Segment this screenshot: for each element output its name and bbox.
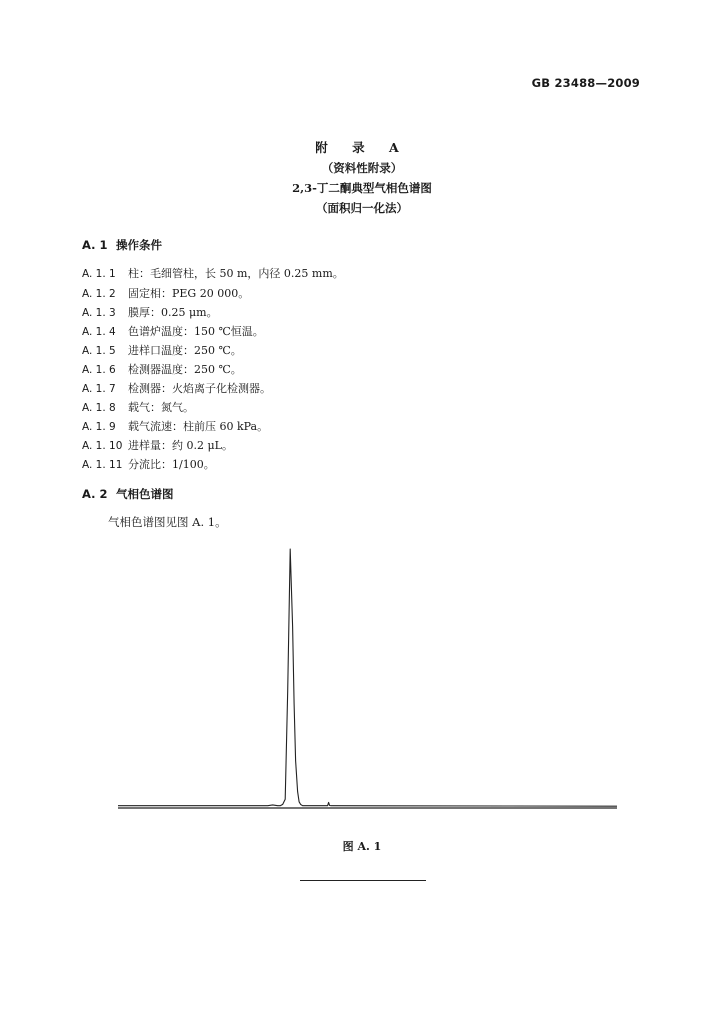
condition-item: [82, 418, 268, 434]
section-heading-a1: [82, 237, 162, 253]
item-number: A. 1. 1: [82, 268, 116, 280]
section-title: 气相色谱图: [116, 487, 174, 501]
item-text: 检测器：火焰离子化检测器。: [128, 382, 271, 395]
item-number: A. 1. 6: [82, 364, 116, 376]
condition-item: [82, 456, 215, 472]
condition-item: [82, 304, 218, 320]
section-number: A. 2: [82, 487, 108, 501]
item-text: 检测器温度：250 ℃。: [128, 363, 242, 376]
item-number: A. 1. 10: [82, 440, 123, 452]
section-number: A. 1: [82, 238, 108, 252]
item-text: 柱：毛细管柱，长 50 m，内径 0.25 mm。: [128, 267, 344, 280]
item-number: A. 1. 8: [82, 402, 116, 414]
item-text: 进样口温度：250 ℃。: [128, 344, 242, 357]
section-heading-a2: [82, 486, 174, 502]
condition-item: [82, 323, 264, 339]
item-number: A. 1. 11: [82, 459, 123, 471]
item-text: 进样量：约 0.2 μL。: [128, 439, 233, 452]
appendix-note: （资料性附录）: [321, 161, 403, 175]
condition-item: [82, 380, 271, 396]
item-number: A. 1. 9: [82, 421, 116, 433]
condition-item: [82, 285, 249, 301]
item-text: 载气流速：柱前压 60 kPa。: [128, 420, 269, 433]
condition-item: [82, 361, 242, 377]
appendix-title: 附 录 A: [315, 140, 409, 155]
item-text: 固定相：PEG 20 000。: [128, 287, 250, 300]
standard-code: GB 23488—2009: [531, 76, 640, 90]
appendix-method: （面积归一化法）: [316, 201, 408, 215]
condition-item: [82, 265, 344, 281]
chromatogram-trace: [118, 549, 617, 806]
section-title: 操作条件: [116, 238, 162, 252]
item-number: A. 1. 7: [82, 383, 116, 395]
item-number: A. 1. 5: [82, 345, 116, 357]
item-number: A. 1. 2: [82, 288, 116, 300]
item-text: 膜厚：0.25 μm。: [128, 306, 218, 319]
item-text: 载气：氮气。: [128, 401, 194, 414]
condition-item: [82, 399, 194, 415]
end-rule: [300, 880, 426, 881]
chromatogram-chart: [115, 545, 620, 815]
figure-caption: 图 A. 1: [342, 840, 382, 853]
item-number: A. 1. 4: [82, 326, 116, 338]
item-text: 色谱炉温度：150 ℃恒温。: [128, 325, 264, 338]
figure-reference-paragraph: 气相色谱图见图 A. 1。: [108, 515, 227, 529]
condition-item: [82, 437, 233, 453]
condition-item: [82, 342, 242, 358]
appendix-subject: 2,3-丁二酮典型气相色谱图: [292, 181, 432, 195]
item-text: 分流比：1/100。: [128, 458, 215, 471]
item-number: A. 1. 3: [82, 307, 116, 319]
